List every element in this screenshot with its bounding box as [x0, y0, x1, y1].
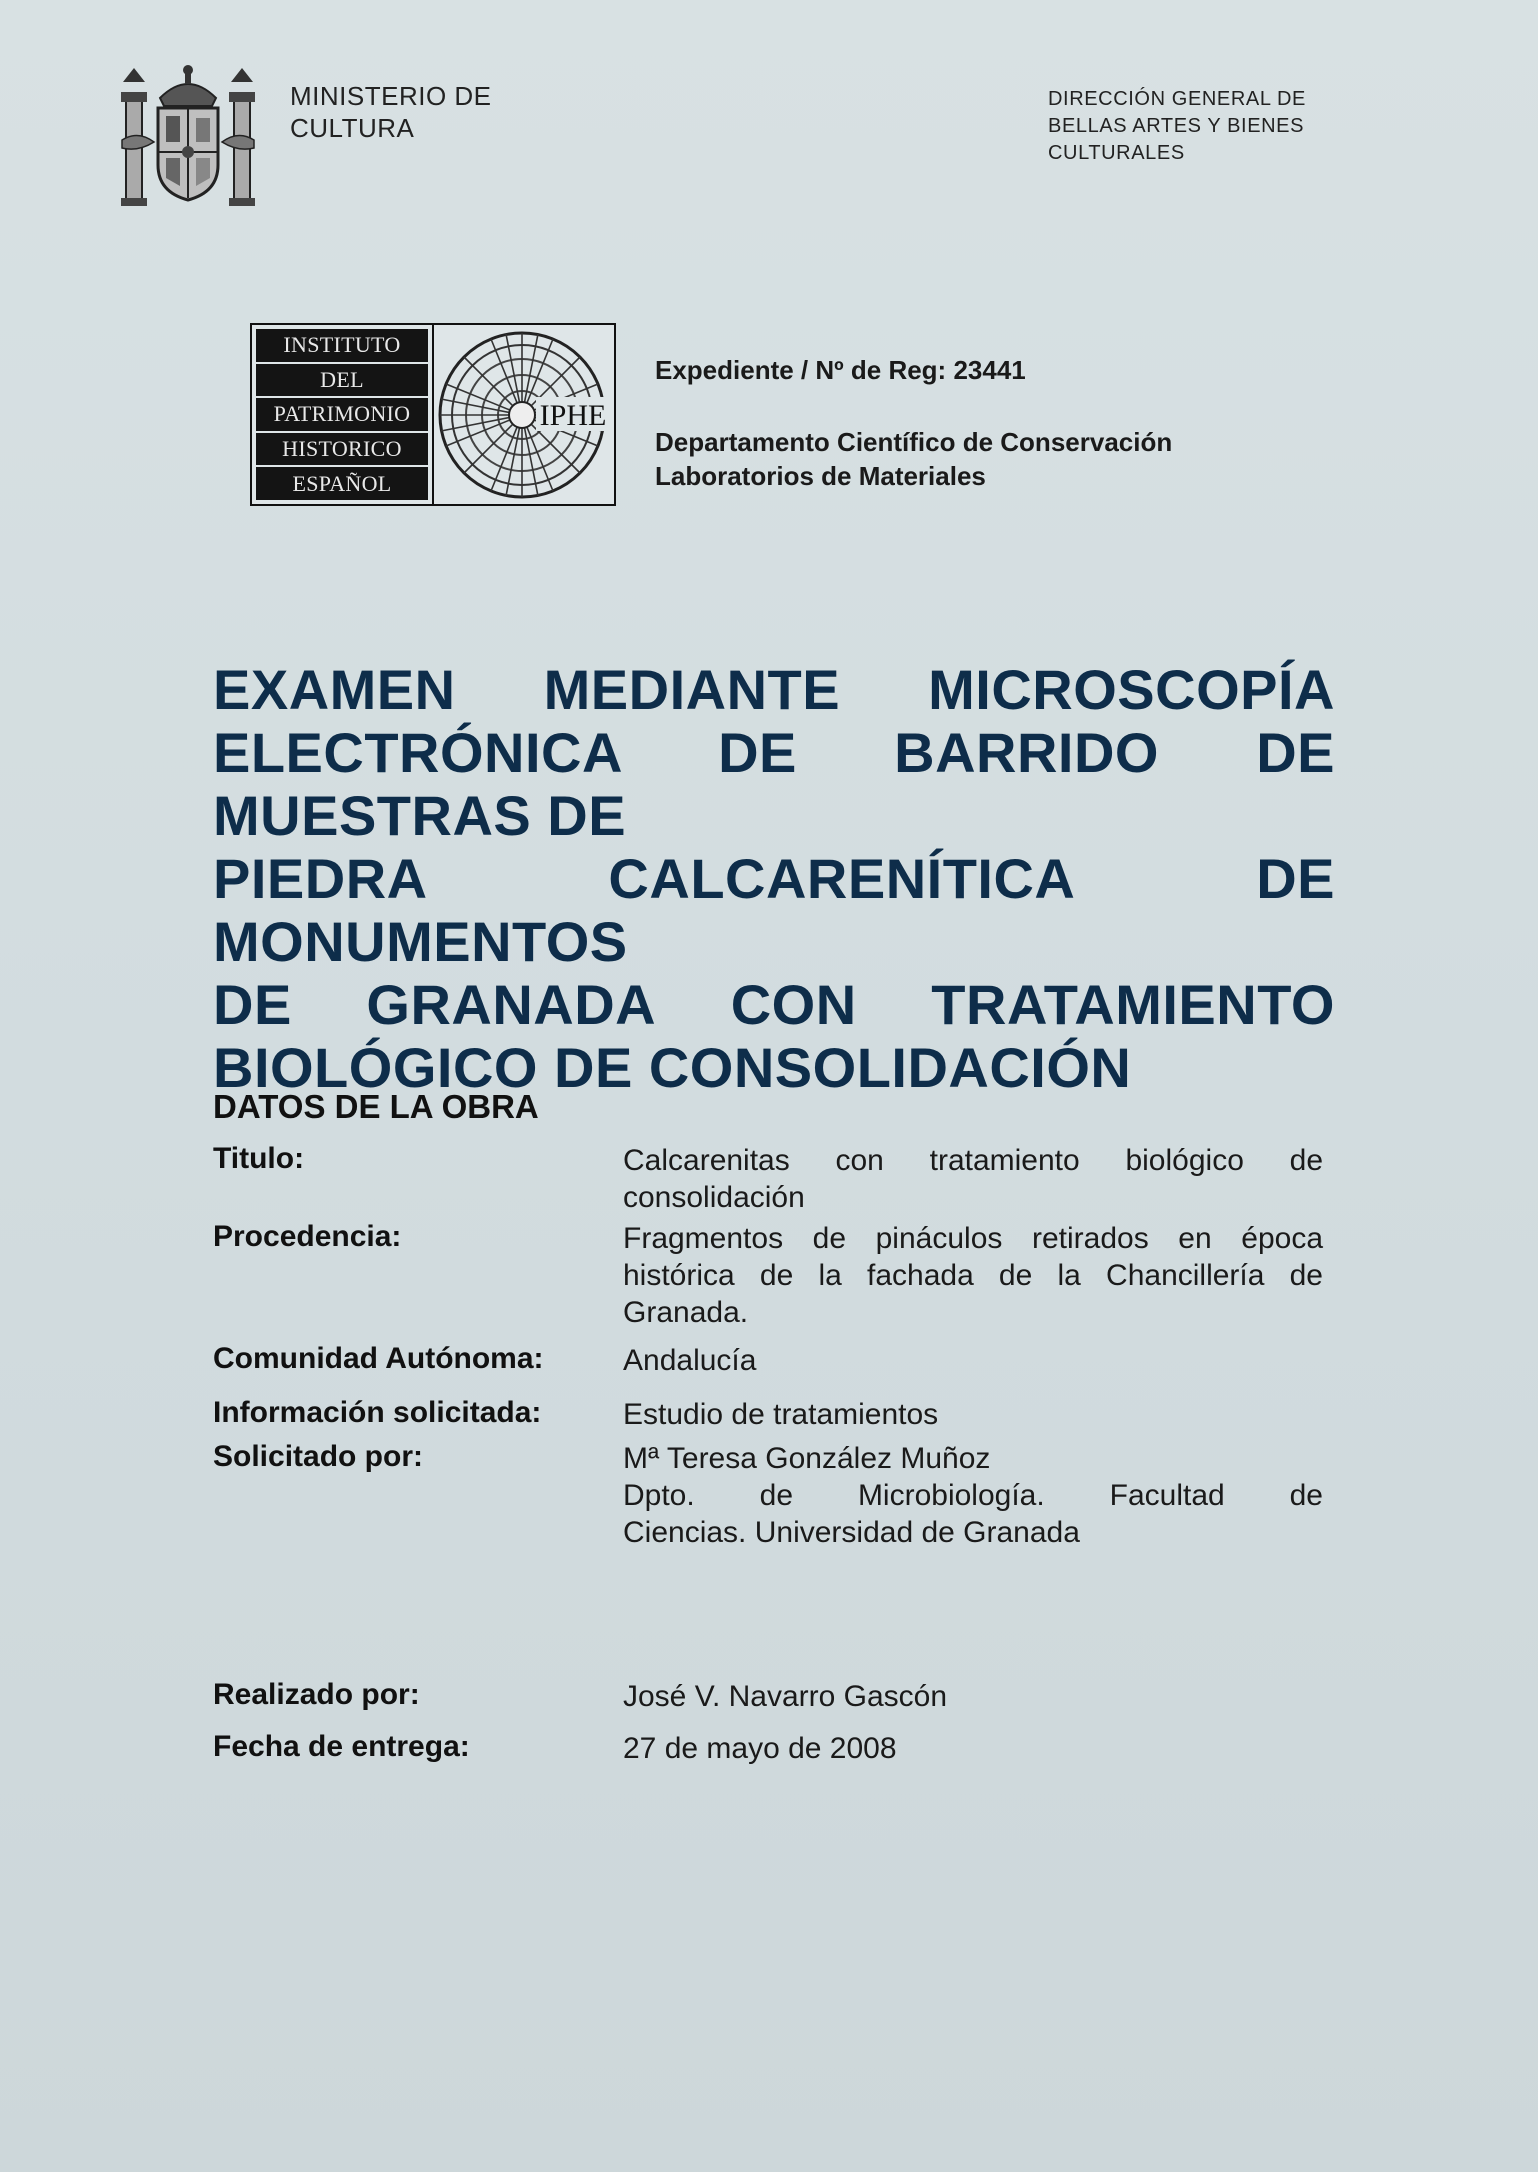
iphe-logo-line: ESPAÑOL: [256, 467, 428, 500]
procedencia-value: [623, 1220, 1323, 1331]
titulo-value-line-2: consolidación: [623, 1181, 805, 1214]
document-title: [213, 658, 1335, 1099]
expediente-number: 23441: [953, 355, 1026, 385]
title-word: DE: [213, 973, 292, 1036]
title-line-2: ELECTRÓNICA DE BARRIDO DE MUESTRAS DE: [213, 721, 1335, 847]
direction-general: [1048, 86, 1348, 167]
solicitado-line-1: Mª Teresa González Muñoz: [623, 1442, 991, 1475]
iphe-logo-line: INSTITUTO: [256, 329, 428, 364]
ministry-line-2: CULTURA: [290, 113, 415, 143]
iphe-emblem: [434, 325, 614, 504]
titulo-label: Titulo:: [213, 1142, 305, 1175]
datos-heading: DATOS DE LA OBRA: [213, 1088, 539, 1125]
comunidad-label: Comunidad Autónoma:: [213, 1342, 544, 1375]
informacion-label: Información solicitada:: [213, 1396, 542, 1429]
titulo-value: [623, 1142, 1323, 1216]
department-block: [655, 425, 1355, 493]
title-word: MEDIANTE: [543, 658, 841, 721]
direction-line-3: CULTURALES: [1048, 142, 1185, 164]
iphe-logo: [250, 323, 616, 506]
solicitado-label: Solicitado por:: [213, 1440, 423, 1473]
title-line-5: BIOLÓGICO DE CONSOLIDACIÓN: [213, 1036, 1132, 1099]
title-word: TRATAMIENTO: [931, 973, 1335, 1036]
title-line-1: [213, 658, 1335, 721]
realizado-value: José V. Navarro Gascón: [623, 1680, 948, 1713]
ministry-line-1: MINISTERIO DE: [290, 81, 492, 111]
solicitado-line-2: Dpto. de Microbiología. Facultad de: [623, 1479, 1323, 1512]
direction-line-2: BELLAS ARTES Y BIENES: [1048, 115, 1305, 137]
department-line-2: Laboratorios de Materiales: [655, 461, 986, 491]
department-line-1: Departamento Científico de Conservación: [655, 427, 1173, 457]
coat-of-arms-icon: [118, 60, 258, 210]
comunidad-value: Andalucía: [623, 1344, 757, 1377]
iphe-acronym: IPHE: [539, 399, 607, 432]
expediente-label: Expediente / Nº de Reg:: [655, 355, 947, 385]
iphe-logo-text-block: [252, 325, 434, 504]
titulo-value-line-1: Calcarenitas con tratamiento biológico de: [623, 1144, 1323, 1177]
title-word: CON: [730, 973, 857, 1036]
iphe-rosette-icon: [434, 325, 614, 504]
title-word: GRANADA: [366, 973, 657, 1036]
iphe-logo-line: DEL: [256, 364, 428, 399]
expediente-line: [655, 355, 1026, 386]
solicitado-line-3: Ciencias. Universidad de Granada: [623, 1516, 1080, 1549]
procedencia-line-2: histórica de la fachada de la Chancillería de: [623, 1259, 1323, 1292]
title-word: MICROSCOPÍA: [928, 658, 1335, 721]
title-line-3: PIEDRA CALCARENÍTICA DE MONUMENTOS: [213, 847, 1335, 973]
ministry-name: [290, 80, 550, 144]
title-line-4: [213, 973, 1335, 1036]
fecha-label: Fecha de entrega:: [213, 1730, 470, 1763]
procedencia-line-1: Fragmentos de pináculos retirados en época: [623, 1222, 1323, 1255]
fecha-value: 27 de mayo de 2008: [623, 1732, 897, 1765]
realizado-label: Realizado por:: [213, 1678, 420, 1711]
title-word: EXAMEN: [213, 658, 456, 721]
direction-line-1: DIRECCIÓN GENERAL DE: [1048, 88, 1306, 110]
solicitado-value: [623, 1440, 1323, 1551]
procedencia-label: Procedencia:: [213, 1220, 402, 1253]
iphe-logo-line: PATRIMONIO: [256, 398, 428, 433]
iphe-logo-line: HISTORICO: [256, 433, 428, 468]
procedencia-line-3: Granada.: [623, 1296, 749, 1329]
informacion-value: Estudio de tratamientos: [623, 1398, 939, 1431]
